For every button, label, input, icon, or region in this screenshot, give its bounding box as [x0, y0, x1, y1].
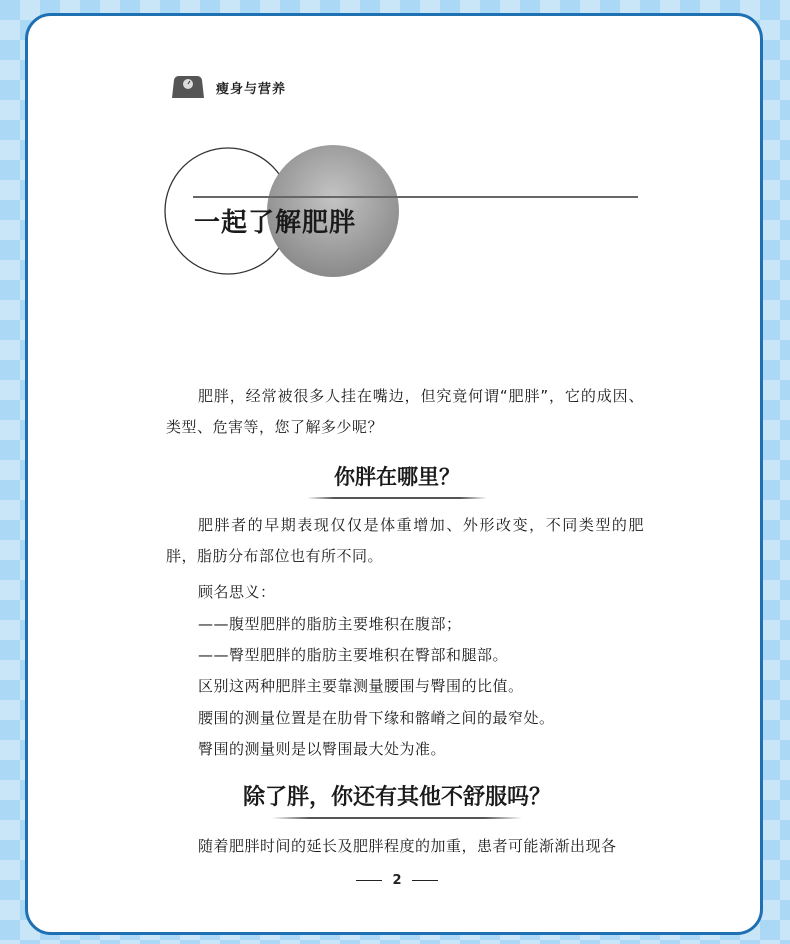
section-heading-1-underline [307, 497, 487, 499]
section1-paragraph: 肥胖者的早期表现仅仅是体重增加、外形改变，不同类型的肥胖，脂肪分布部位也有所不同。 [166, 516, 644, 565]
section-heading-2 [28, 780, 763, 819]
chapter-circles-graphic [28, 16, 763, 316]
section1-line-2: ——腹型肥胖的脂肪主要堆积在腹部； [198, 615, 462, 633]
footer-dash-right [412, 880, 438, 881]
chapter-banner [28, 16, 763, 316]
section1-line-4: 区别这两种肥胖主要靠测量腰围与臀围的比值。 [198, 677, 524, 695]
chapter-title: 一起了解肥胖 [194, 208, 357, 238]
section-heading-2-text: 除了胖，你还有其他不舒服吗？ [242, 784, 551, 810]
section1-line-6: 臀围的测量则是以臀围最大处为准。 [198, 740, 447, 758]
header-title: 瘦身与营养 [216, 81, 287, 97]
section1-line-5: 腰围的测量位置是在肋骨下缘和髂嵴之间的最窄处。 [198, 709, 555, 727]
section2-paragraph: 随着肥胖时间的延长及肥胖程度的加重，患者可能渐渐出现各 [198, 837, 617, 855]
intro-paragraph: 肥胖，经常被很多人挂在嘴边，但究竟何谓“肥胖”，它的成因、类型、危害等，您了解多少呢？ [166, 387, 644, 436]
page-number: 2 [392, 873, 402, 888]
section1-line-1: 顾名思义： [198, 583, 276, 601]
book-page [25, 13, 763, 935]
section-heading-2-underline [272, 817, 522, 819]
section-heading-1 [28, 461, 763, 499]
page-footer [28, 873, 763, 888]
section-heading-1-text: 你胖在哪里？ [334, 464, 460, 489]
footer-dash-left [356, 880, 382, 881]
section1-line-3: ——臀型肥胖的脂肪主要堆积在臀部和腿部。 [198, 646, 509, 664]
